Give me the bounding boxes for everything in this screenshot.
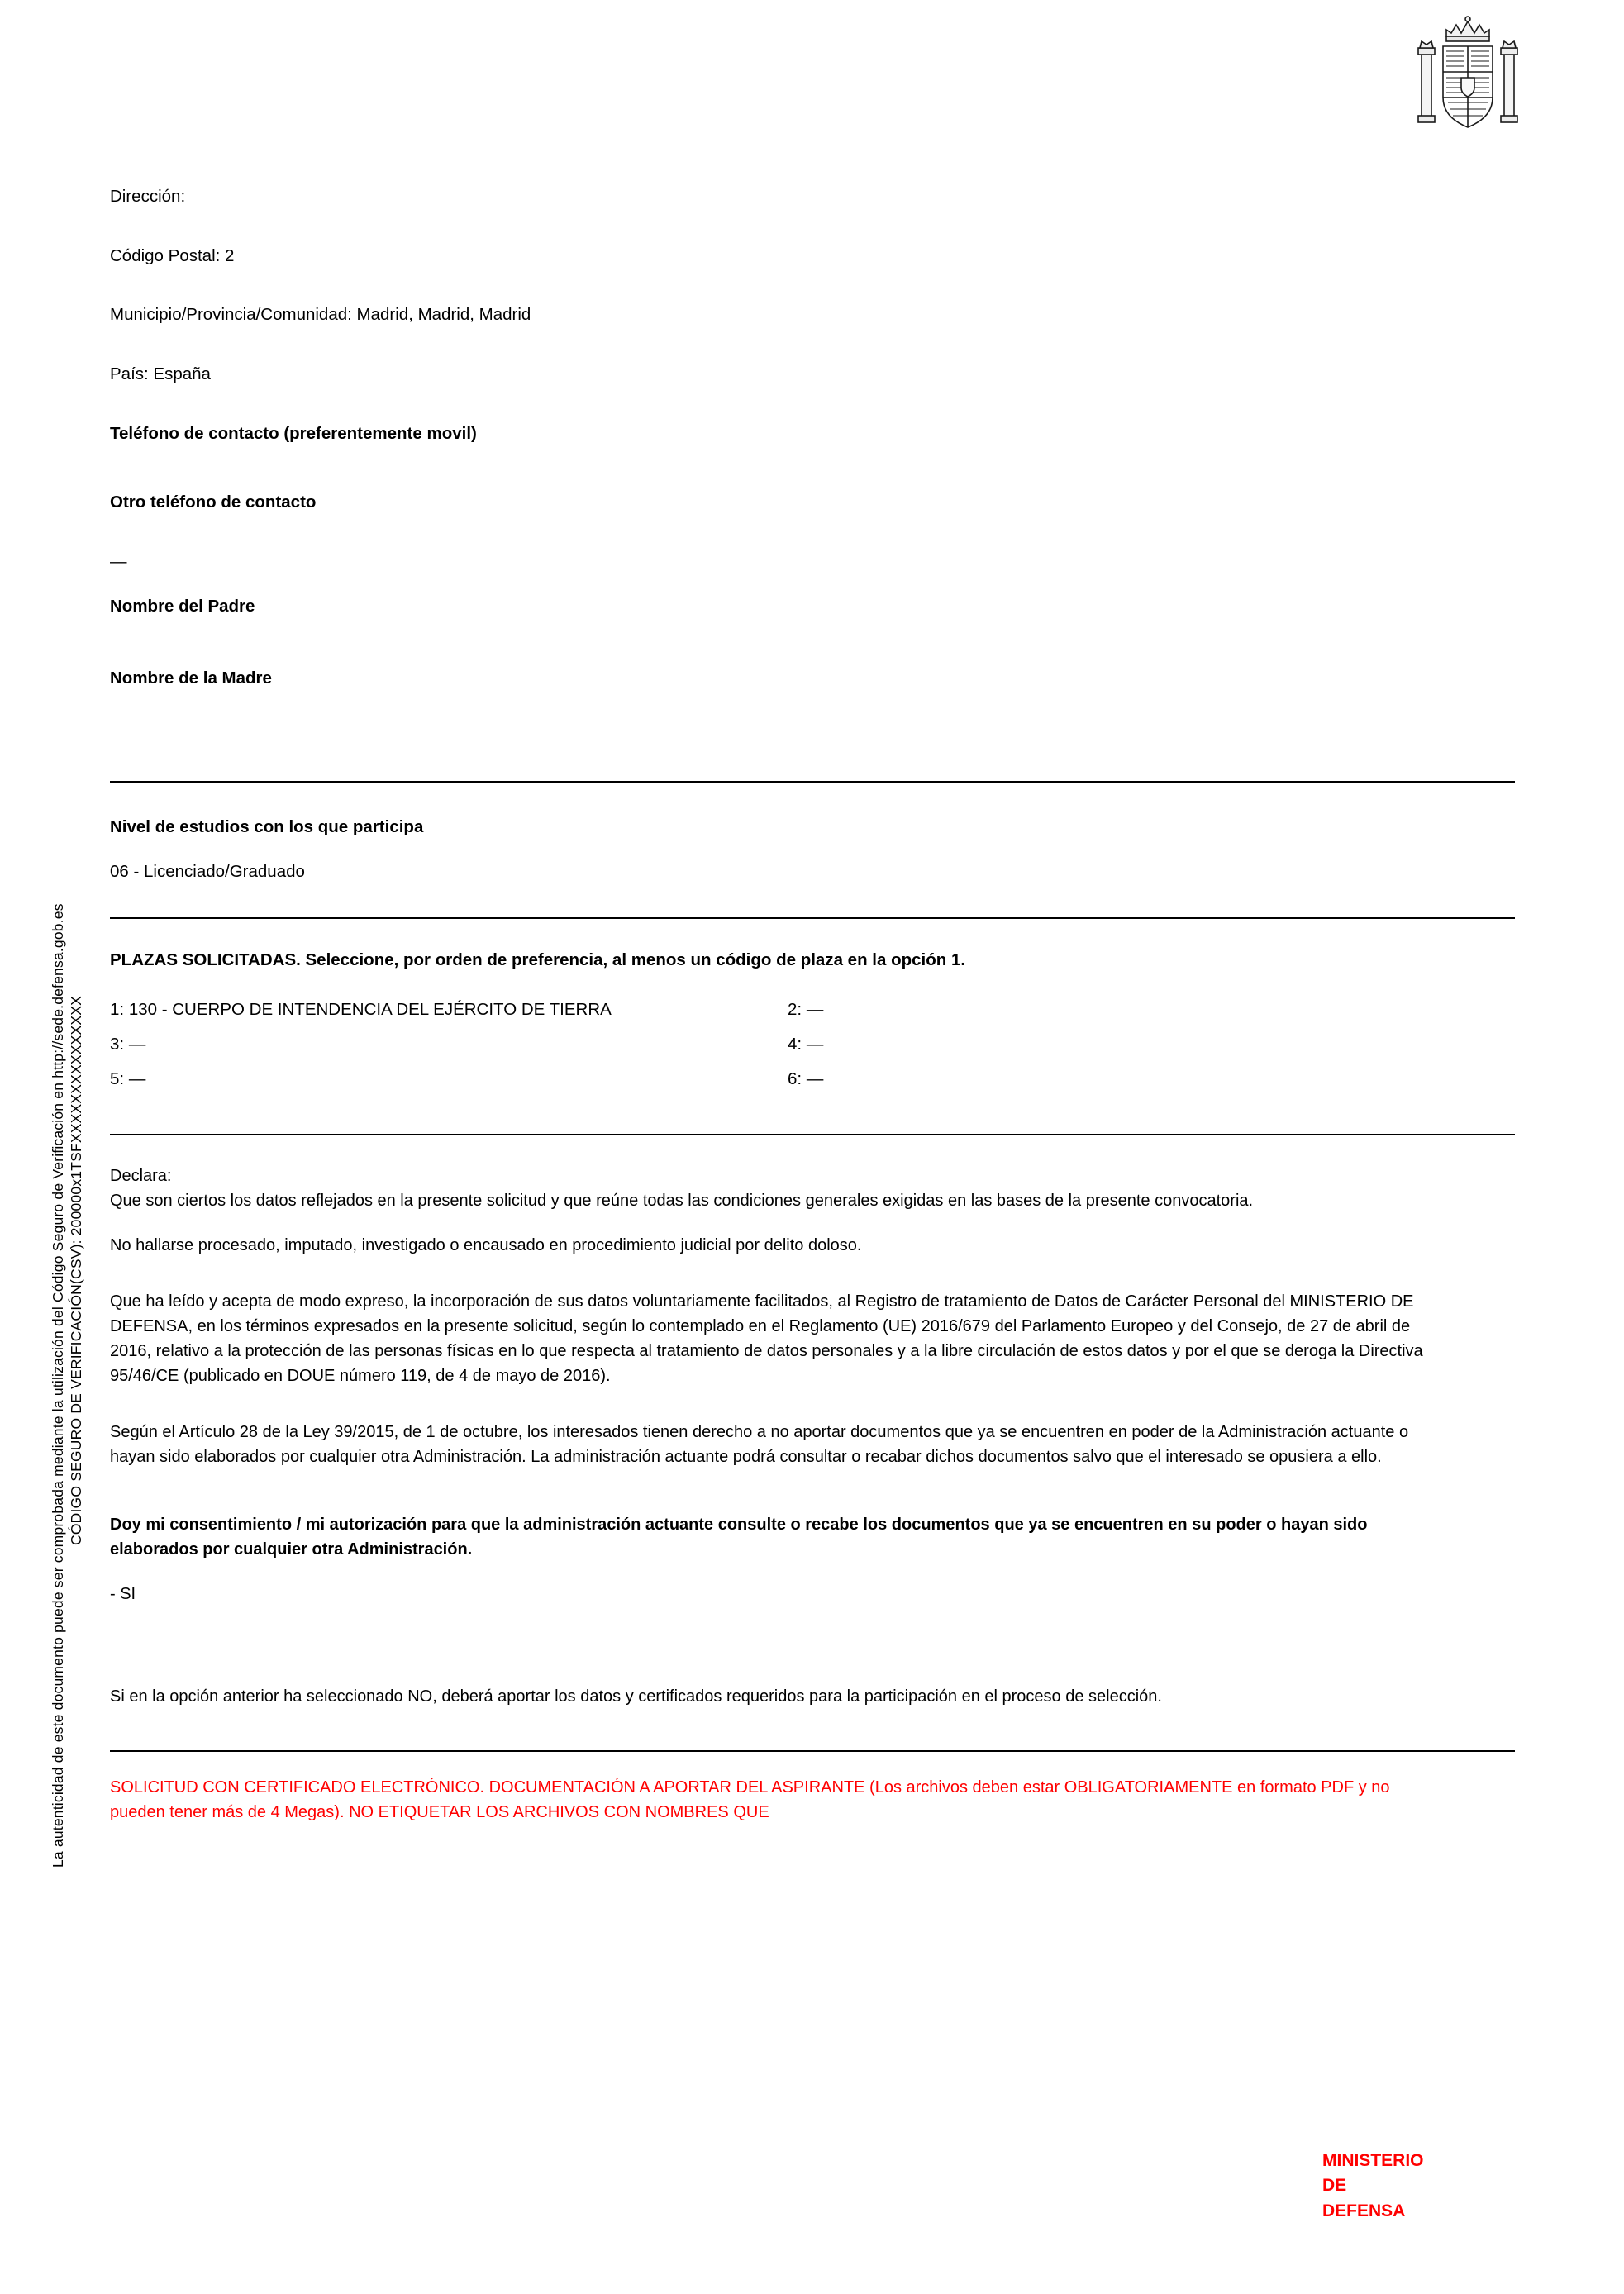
plaza-option-3-value: —	[128, 1035, 146, 1054]
plaza-option-6-value: —	[806, 1069, 824, 1089]
plaza-option-1-number: 1:	[110, 1000, 125, 1020]
aviso-documentacion-rojo: SOLICITUD CON CERTIFICADO ELECTRÓNICO. DOCUMENTACIÓN A APORTAR DEL ASPIRANTE (Los archivos deben estar OBLIGATORIAMENTE en formato PDF y no pueden tener más de 4 Megas). NO ETIQUETAR LOS ARCHIVOS CON NOMBRES QUE	[110, 1778, 1390, 1822]
plaza-option-4-number: 4:	[788, 1035, 802, 1054]
plaza-option-3	[110, 1035, 788, 1054]
plaza-option-6-number: 6:	[788, 1069, 802, 1089]
plazas-row	[110, 1035, 1515, 1054]
label-nombre-padre: Nombre del Padre	[110, 596, 255, 616]
value-nivel-estudios: 06 - Licenciado/Graduado	[110, 861, 305, 881]
plazas-title: PLAZAS SOLICITADAS. Seleccione, por orden de preferencia, al menos un código de plaza en la opción 1.	[110, 950, 966, 970]
field-pais: País: España	[110, 364, 211, 384]
declara-paragraph-4: Según el Artículo 28 de la Ley 39/2015, de 1 de octubre, los interesados tienen derecho a no aportar documentos que ya se encuentren en poder de la Administración actuante o hayan sido elaborados por cualquier otra Administración. La administración actuante podrá consultar o recabar dichos documentos salvo que el interesado se opusiera a ello.	[110, 1423, 1409, 1467]
plaza-option-2	[788, 1000, 1465, 1020]
plaza-option-5-number: 5:	[110, 1069, 125, 1089]
plaza-option-2-number: 2:	[788, 1000, 802, 1020]
ministerio-line-1: MINISTERIO	[1322, 2151, 1424, 2170]
ministerio-footer	[1322, 2149, 1424, 2224]
document-body	[110, 0, 1515, 1825]
plaza-option-3-number: 3:	[110, 1035, 125, 1054]
ministerio-line-2: DE	[1322, 2176, 1347, 2196]
plaza-option-5-value: —	[128, 1069, 146, 1089]
plaza-option-5	[110, 1069, 788, 1089]
plazas-row	[110, 1000, 1515, 1020]
declara-paragraph-3: Que ha leído y acepta de modo expreso, la incorporación de sus datos voluntariamente facilitados, al Registro de tratamiento de Datos de Carácter Personal del MINISTERIO DE DEFENSA, en los términos expresados en la presente solicitud, según lo contemplado en el Reglamento (UE) 2016/679 del Parlamento Europeo y del Consejo, de 27 de abril de 2016, relativo a la protección de las personas físicas en lo que respecta al tratamiento de datos personales y a la libre circulación de estos datos y por el que se deroga la Directiva 95/46/CE (publicado en DOUE número 119, de 4 de mayo de 2016).	[110, 1292, 1423, 1386]
csv-authenticity-text: La autenticidad de este documento puede ser comprobada mediante la utilización del Código Seguro de Verificación en http://sede.defensa.gob.es	[50, 903, 66, 1868]
label-otro-telefono: Otro teléfono de contacto	[110, 493, 317, 512]
plaza-option-6	[788, 1069, 1465, 1089]
label-nivel-estudios: Nivel de estudios con los que participa	[110, 817, 424, 837]
field-municipio: Municipio/Provincia/Comunidad: Madrid, Madrid, Madrid	[110, 305, 531, 325]
plaza-option-1-value: 130 - CUERPO DE INTENDENCIA DEL EJÉRCITO DE TIERRA	[128, 1000, 612, 1020]
csv-verification-strip	[0, 0, 94, 2294]
plaza-option-1	[110, 1000, 788, 1020]
csv-code-text: CÓDIGO SEGURO DE VERIFICACIÓN(CSV): 200000x1TSFXXXXXXXXXXXXXXX	[68, 996, 84, 1545]
label-nombre-madre: Nombre de la Madre	[110, 669, 272, 688]
label-telefono-contacto: Teléfono de contacto (preferentemente movil)	[110, 423, 477, 443]
declara-paragraph-5: Si en la opción anterior ha seleccionado NO, deberá aportar los datos y certificados requeridos para la participación en el proceso de selección.	[110, 1687, 1162, 1706]
declara-title: Declara:	[110, 1167, 172, 1186]
field-codigo-postal: Código Postal: 2	[110, 245, 235, 265]
plazas-row	[110, 1069, 1515, 1089]
declara-consent-value: - SI	[110, 1585, 136, 1604]
plaza-option-4	[788, 1035, 1465, 1054]
value-otro-telefono: —	[110, 552, 127, 572]
plaza-option-2-value: —	[806, 1000, 824, 1020]
plaza-option-4-value: —	[806, 1035, 824, 1054]
declara-paragraph-2: No hallarse procesado, imputado, investigado o encausado en procedimiento judicial por delito doloso.	[110, 1236, 862, 1255]
ministerio-line-3: DEFENSA	[1322, 2201, 1406, 2220]
declara-consent-statement: Doy mi consentimiento / mi autorización para que la administración actuante consulte o recabe los documentos que ya se encuentren en su poder o hayan sido elaborados por cualquier otra Administración.	[110, 1516, 1368, 1559]
field-direccion: Dirección:	[110, 187, 186, 206]
plazas-grid	[110, 1000, 1515, 1089]
declara-paragraph-1: Que son ciertos los datos reflejados en la presente solicitud y que reúne todas las condiciones generales exigidas en las bases de la presente convocatoria.	[110, 1192, 1254, 1211]
